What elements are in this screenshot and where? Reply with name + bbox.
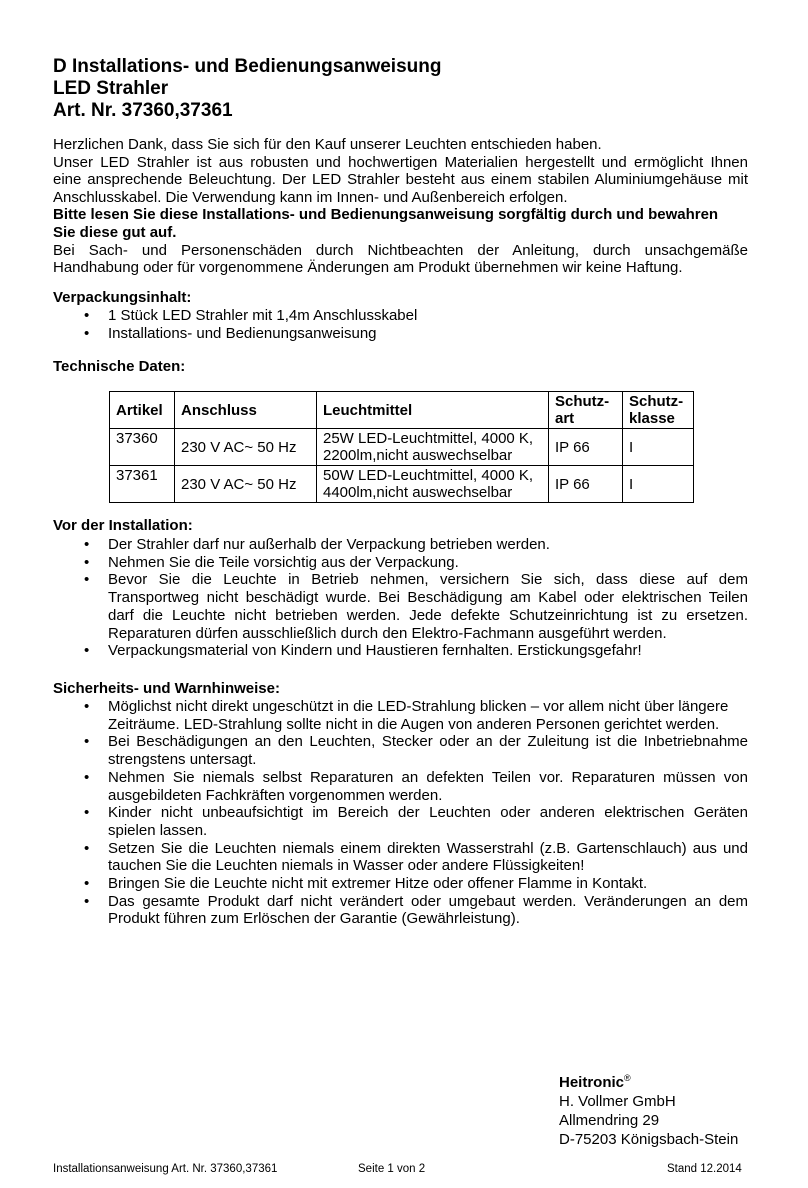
intro-line: Unser LED Strahler ist aus robusten und hochwertigen Materialien hergestellt und ermöglicht Ihnen — [53, 153, 748, 171]
tech-heading: Technische Daten: — [53, 358, 186, 375]
cell-schutzklasse: I — [623, 466, 694, 503]
cell-schutzart: IP 66 — [549, 429, 623, 466]
bullet-icon: • — [84, 324, 90, 342]
bullet-icon: • — [84, 698, 90, 715]
col-artikel: Artikel — [110, 392, 175, 429]
cell-artikel: 37360 — [110, 429, 175, 466]
list-item: • Bei Beschädigungen an den Leuchten, Stecker oder an der Zuleitung ist die Inbetriebnahme strengstens untersagt. — [84, 733, 748, 769]
list-item: • Setzen Sie die Leuchten niemals einem direkten Wasserstrahl (z.B. Gartenschlauch) aus und tauchen Sie die Leuchten niemals in Wasser oder andere Flüssigkeiten! — [84, 839, 748, 875]
cell-anschluss: 230 V AC~ 50 Hz — [175, 466, 317, 503]
list-item: • Verpackungsmaterial von Kindern und Haustieren fernhalten. Erstickungsgefahr! — [84, 642, 642, 660]
col-schutzart: Schutz- art — [549, 392, 623, 429]
packaging-heading: Verpackungsinhalt: — [53, 289, 192, 306]
title-line-3: Art. Nr. 37360,37361 — [53, 100, 233, 121]
bullet-icon: • — [84, 571, 90, 589]
company-address — [559, 1073, 738, 1149]
col-schutzklasse: Schutz- klasse — [623, 392, 694, 429]
title-line-2: LED Strahler — [53, 78, 169, 99]
list-item: • Nehmen Sie niemals selbst Reparaturen an defekten Teilen vor. Reparaturen müssen von ausgebildeten Fachkräften vorgenommen werden. — [84, 768, 748, 804]
street: Allmendring 29 — [559, 1112, 660, 1129]
bullet-icon: • — [84, 642, 90, 660]
intro-emphasis-line: Sie diese gut auf. — [53, 223, 177, 241]
company-name: H. Vollmer GmbH — [559, 1093, 676, 1110]
cell-anschluss: 230 V AC~ 50 Hz — [175, 429, 317, 466]
bullet-icon: • — [84, 307, 90, 324]
bullet-icon: • — [84, 892, 90, 910]
col-anschluss: Anschluss — [175, 392, 317, 429]
footer-left: Installationsanweisung Art. Nr. 37360,37361 — [53, 1163, 278, 1175]
intro-line: Anschlusskabel. Die Verwendung kann im Innen- und Außenbereich erfolgen. — [53, 188, 568, 206]
footer-date: Stand 12.2014 — [667, 1163, 742, 1175]
document-title — [53, 56, 441, 122]
city: D-75203 Königsbach-Stein — [559, 1131, 739, 1148]
cell-schutzklasse: I — [623, 429, 694, 466]
before-install-list — [53, 536, 748, 660]
bullet-icon: • — [84, 768, 90, 786]
bullet-icon: • — [84, 536, 90, 553]
table-header-row — [110, 392, 694, 429]
list-item: • 1 Stück LED Strahler mit 1,4m Anschlusskabel — [84, 307, 418, 324]
list-item: • Das gesamte Produkt darf nicht verändert oder umgebaut werden. Veränderungen an dem Produkt führen zum Erlöschen der Garantie (Gewährleistung). — [84, 892, 748, 928]
cell-schutzart: IP 66 — [549, 466, 623, 503]
intro-line: Handhabung oder für vorgenommene Änderungen am Produkt übernehmen wir keine Haftung. — [53, 259, 683, 277]
tech-data-table — [109, 391, 694, 503]
bullet-icon: • — [84, 875, 90, 893]
cell-leuchtmittel: 25W LED-Leuchtmittel, 4000 K, 2200lm,nicht auswechselbar — [317, 429, 549, 466]
list-item: • Kinder nicht unbeaufsichtigt im Bereich der Leuchten oder anderen elektrischen Geräten spielen lassen. — [84, 804, 748, 839]
list-item: • Installations- und Bedienungsanweisung — [84, 324, 377, 342]
list-item: • Bevor Sie die Leuchte in Betrieb nehmen, versichern Sie sich, dass diese auf dem Transportweg nicht beschädigt wurde. Bei Beschädigung am Kabel oder elektrischen Teilen darf die Leuchte nicht betrieben werden. Jede defekte Schutzeinrichtung ist zu ersetzen. Reparaturen dürfen ausschließlich durch den Elektro-Fachmann ausgeführt werden. — [84, 571, 748, 642]
packaging-list — [53, 307, 748, 342]
safety-heading: Sicherheits- und Warnhinweise: — [53, 680, 280, 697]
bullet-icon: • — [84, 553, 90, 571]
bullet-icon: • — [84, 839, 90, 857]
list-item: • Nehmen Sie die Teile vorsichtig aus der Verpackung. — [84, 553, 459, 571]
bullet-icon: • — [84, 733, 90, 751]
cell-leuchtmittel: 50W LED-Leuchtmittel, 4000 K, 4400lm,nicht auswechselbar — [317, 466, 549, 503]
before-install-heading: Vor der Installation: — [53, 517, 193, 534]
registered-mark: ® — [624, 1073, 631, 1083]
col-leuchtmittel: Leuchtmittel — [317, 392, 549, 429]
intro-paragraph — [53, 136, 748, 277]
brand-name: Heitronic® — [559, 1073, 631, 1091]
intro-emphasis-line: Bitte lesen Sie diese Installations- und Bedienungsanweisung sorgfältig durch und bewahren — [53, 206, 719, 224]
intro-line: Herzlichen Dank, dass Sie sich für den Kauf unserer Leuchten entschieden haben. — [53, 136, 602, 153]
title-line-1: D Installations- und Bedienungsanweisung — [53, 56, 442, 77]
list-item: • Der Strahler darf nur außerhalb der Verpackung betrieben werden. — [84, 536, 550, 553]
safety-list — [53, 698, 748, 928]
intro-line: eine ansprechende Beleuchtung. Der LED Strahler besteht aus einem stabilen Aluminiumgehäuse mit — [53, 171, 748, 189]
table-row — [110, 429, 694, 466]
intro-line: Bei Sach- und Personenschäden durch Nichtbeachten der Anleitung, durch unsachgemäße — [53, 241, 748, 259]
bullet-icon: • — [84, 804, 90, 822]
footer-page-number: Seite 1 von 2 — [358, 1163, 426, 1175]
cell-artikel: 37361 — [110, 466, 175, 503]
list-item: • Möglichst nicht direkt ungeschützt in die LED-Strahlung blicken – vor allem nicht über längere Zeiträume. LED-Strahlung sollte nicht in die Augen von anderen Personen gerichtet werden. — [84, 698, 729, 733]
table-row — [110, 466, 694, 503]
list-item: • Bringen Sie die Leuchte nicht mit extremer Hitze oder offener Flamme in Kontakt. — [84, 875, 648, 893]
